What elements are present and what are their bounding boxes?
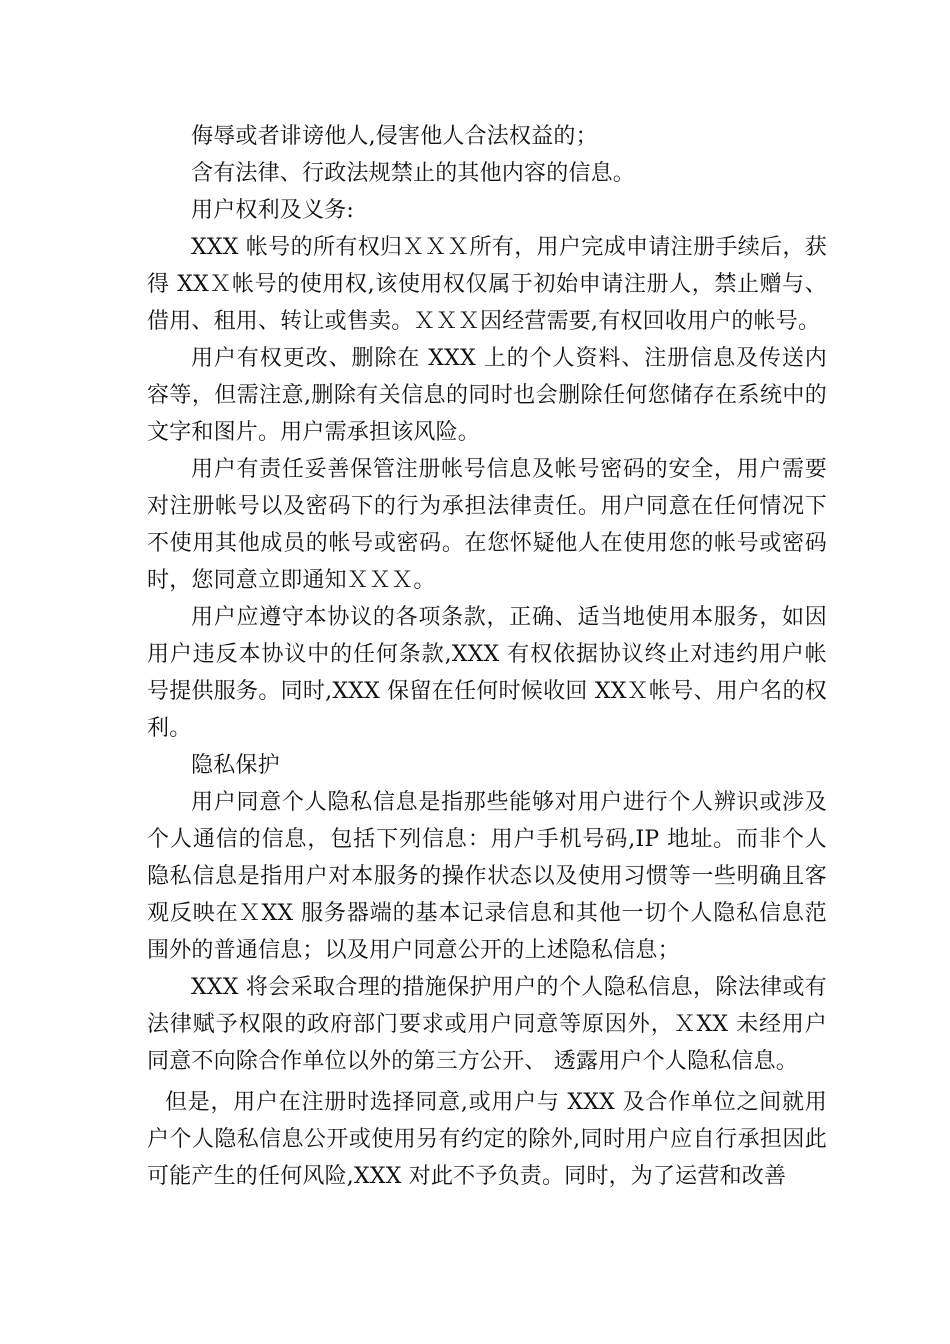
paragraph-terms-compliance: 用户应遵守本协议的各项条款，正确、适当地使用本服务，如因用户违反本协议中的任何条款,XXX 有权依据协议终止对违约用户帐号提供服务。同时,XXX 保留在任何时候收回 XXＸ帐号、用户名的权利。 — [147, 605, 827, 741]
paragraph-modify-data: 用户有权更改、删除在 XXX 上的个人资料、注册信息及传送内容等，但需注意,删除有关信息的同时也会删除任何您储存在系统中的文字和图片。用户需承担该风险。 — [147, 346, 827, 445]
document-body — [147, 118, 827, 1195]
section-heading-user-rights: 用户权利及义务: — [191, 198, 355, 223]
paragraph-prohibited-content: 含有法律、行政法规禁止的其他内容的信息。 — [191, 161, 636, 186]
section-heading-privacy: 隐私保护 — [191, 753, 280, 778]
paragraph-account-ownership: XXX 帐号的所有权归ＸＸＸ所有，用户完成申请注册手续后，获得 XXＸ帐号的使用权,该使用权仅属于初始申请注册人，禁止赠与、借用、租用、转让或售卖。ＸＸＸ因经营需要,有权回收用户的帐号。 — [147, 235, 827, 334]
paragraph-privacy-definition: 用户同意个人隐私信息是指那些能够对用户进行个人辨识或涉及个人通信的信息，包括下列信息：用户手机号码,IP 地址。而非个人隐私信息是指用户对本服务的操作状态以及使用习惯等一些明确且客观反映在ＸXX 服务器端的基本记录信息和其他一切个人隐私信息范围外的普通信息；以及用户同意公开的上述隐私信息； — [147, 790, 827, 963]
paragraph-privacy-protection: XXX 将会采取合理的措施保护用户的个人隐私信息，除法律或有法律赋予权限的政府部门要求或用户同意等原因外，ＸXX 未经用户同意不向除合作单位以外的第三方公开、 透露用户个人隐私信息。 — [147, 975, 827, 1074]
paragraph-account-security: 用户有责任妥善保管注册帐号信息及帐号密码的安全，用户需要对注册帐号以及密码下的行为承担法律责任。用户同意在任何情况下不使用其他成员的帐号或密码。在您怀疑他人在使用您的帐号或密码时，您同意立即通知ＸＸＸ。 — [147, 457, 827, 593]
paragraph-privacy-exceptions: 但是，用户在注册时选择同意,或用户与 XXX 及合作单位之间就用户个人隐私信息公开或使用另有约定的除外,同时用户应自行承担因此可能产生的任何风险,XXX 对此不予负责。同时，为了运营和改善 — [147, 1090, 827, 1189]
paragraph-insult-clause: 侮辱或者诽谤他人,侵害他人合法权益的； — [191, 124, 598, 149]
